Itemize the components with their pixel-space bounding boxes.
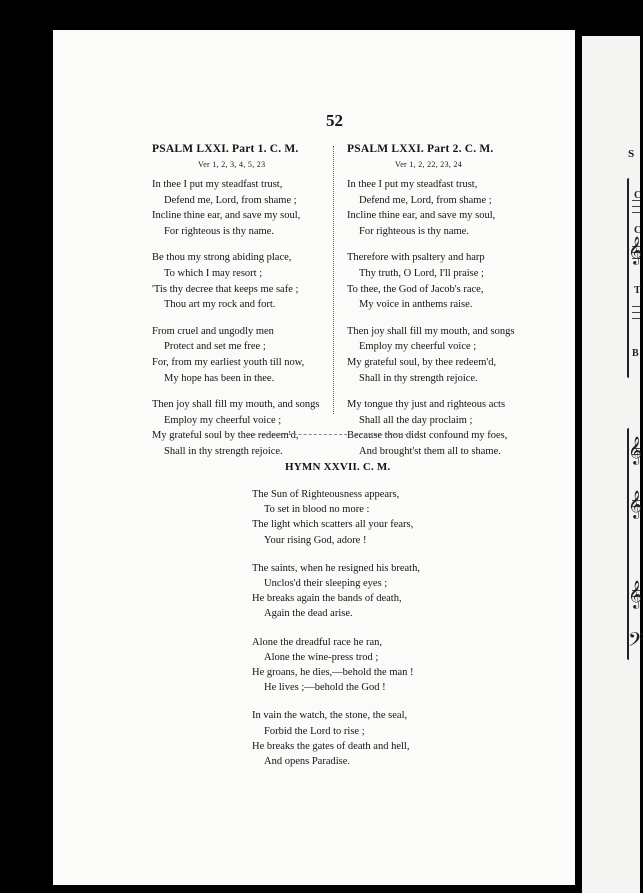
verse-line: In vain the watch, the stone, the seal,: [252, 710, 408, 722]
facing-page-letter: S: [628, 148, 635, 160]
treble-clef-icon: 𝄞: [628, 436, 643, 464]
section-rule: [248, 434, 418, 435]
stanza: [152, 397, 322, 459]
verse-line: He breaks the gates of death and hell,: [252, 740, 410, 752]
stanza: [252, 487, 452, 548]
verse-line: Because thou didst confound my foes,: [347, 430, 508, 442]
psalm-part2-verse-ref: Ver 1, 2, 22, 23, 24: [395, 160, 463, 169]
stanza: [347, 250, 522, 312]
verse-line: Unclos'd their sleeping eyes ;: [264, 578, 388, 590]
treble-clef-icon: 𝄞: [628, 490, 643, 518]
psalm-part1-column: [152, 143, 322, 460]
verse-line: Be thou my strong abiding place,: [152, 252, 292, 264]
verse-line: Employ my cheerful voice ;: [359, 341, 477, 353]
verse-line: Again the dead arise.: [264, 608, 353, 620]
psalm-part1-header: PSALM LXXI. Part 1. C. M.: [152, 143, 299, 155]
verse-line: Employ my cheerful voice ;: [164, 414, 282, 426]
verse-line: 'Tis thy decree that keeps me safe ;: [152, 283, 299, 295]
stanza: [347, 177, 522, 239]
verse-line: Then joy shall fill my mouth, and songs: [152, 399, 320, 411]
verse-line: For, from my earliest youth till now,: [152, 356, 305, 368]
staff-line: [632, 200, 640, 201]
verse-line: Incline thine ear, and save my soul,: [152, 210, 301, 222]
verse-line: Forbid the Lord to rise ;: [264, 725, 365, 737]
verse-line: Therefore with psaltery and harp: [347, 252, 485, 264]
staff-line: [632, 206, 640, 207]
staff-line: [632, 318, 640, 319]
stanza: [252, 635, 452, 696]
hymn-section: [252, 461, 452, 769]
verse-line: For righteous is thy name.: [359, 225, 469, 237]
verse-line: And brought'st them all to shame.: [359, 445, 501, 457]
verse-line: For righteous is thy name.: [164, 225, 274, 237]
psalm-part1-verse-ref: Ver 1, 2, 3, 4, 5, 23: [198, 160, 266, 169]
verse-line: Your rising God, adore !: [264, 534, 367, 546]
column-divider: [333, 146, 334, 414]
page-number: 52: [326, 111, 343, 130]
stanza: [152, 324, 322, 386]
bass-clef-icon: 𝄢: [628, 628, 643, 656]
verse-line: From cruel and ungodly men: [152, 325, 274, 337]
verse-line: Protect and set me free ;: [164, 341, 266, 353]
stanza: [347, 397, 522, 459]
verse-line: Defend me, Lord, from shame ;: [359, 194, 492, 206]
verse-line: And opens Paradise.: [264, 756, 351, 768]
verse-line: The Sun of Righteousness appears,: [252, 489, 400, 500]
verse-line: Shall in thy strength rejoice.: [359, 372, 478, 384]
verse-line: Alone the wine-press trod ;: [264, 651, 379, 663]
psalm-part2-header: PSALM LXXI. Part 2. C. M.: [347, 143, 494, 155]
verse-line: To set in blood no more :: [264, 504, 370, 516]
verse-line: Thou art my rock and fort.: [164, 299, 276, 311]
verse-line: To which I may resort ;: [164, 267, 263, 279]
stanza: [152, 177, 322, 239]
facing-page-letter: T: [634, 285, 641, 296]
verse-line: The saints, when he resigned his breath,: [252, 562, 420, 574]
verse-line: He groans, he dies,—behold the man !: [252, 667, 414, 679]
verse-line: In thee I put my steadfast trust,: [152, 179, 283, 190]
stanza: [347, 324, 522, 386]
staff-bracket: [627, 178, 629, 378]
psalm-part2-column: [347, 143, 522, 460]
verse-line: In thee I put my steadfast trust,: [347, 179, 478, 190]
verse-line: Shall all the day proclaim ;: [359, 414, 473, 426]
facing-page-fragment: [582, 36, 643, 893]
facing-page-letter: C: [634, 190, 642, 201]
stanza: [252, 561, 452, 622]
staff-line: [632, 306, 640, 307]
treble-clef-icon: 𝄞: [628, 236, 643, 264]
staff-line: [632, 312, 640, 313]
verse-line: Thy truth, O Lord, I'll praise ;: [359, 267, 484, 279]
verse-line: He breaks again the bands of death,: [252, 593, 402, 605]
verse-line: My tongue thy just and righteous acts: [347, 399, 506, 411]
verse-line: My hope has been in thee.: [164, 372, 275, 384]
verse-line: Incline thine ear, and save my soul,: [347, 210, 496, 222]
hymn-header: HYMN XXVII. C. M.: [285, 461, 391, 473]
verse-line: He lives ;—behold the God !: [264, 682, 386, 694]
verse-line: Defend me, Lord, from shame ;: [164, 194, 297, 206]
stanza: [252, 708, 452, 769]
verse-line: Alone the dreadful race he ran,: [252, 636, 383, 648]
facing-page-letter: B: [632, 348, 639, 359]
stanza: [152, 250, 322, 312]
facing-page-letter: C: [634, 225, 642, 236]
verse-line: My voice in anthems raise.: [359, 299, 473, 311]
verse-line: The light which scatters all your fears,: [252, 519, 414, 531]
verse-line: To thee, the God of Jacob's race,: [347, 283, 484, 295]
verse-line: My grateful soul, by thee redeem'd,: [347, 356, 497, 368]
treble-clef-icon: 𝄞: [628, 580, 643, 608]
verse-line: Shall in thy strength rejoice.: [164, 445, 283, 457]
verse-line: Then joy shall fill my mouth, and songs: [347, 325, 515, 337]
staff-line: [632, 212, 640, 213]
verse-line: My grateful soul by thee redeem'd,: [152, 430, 299, 442]
